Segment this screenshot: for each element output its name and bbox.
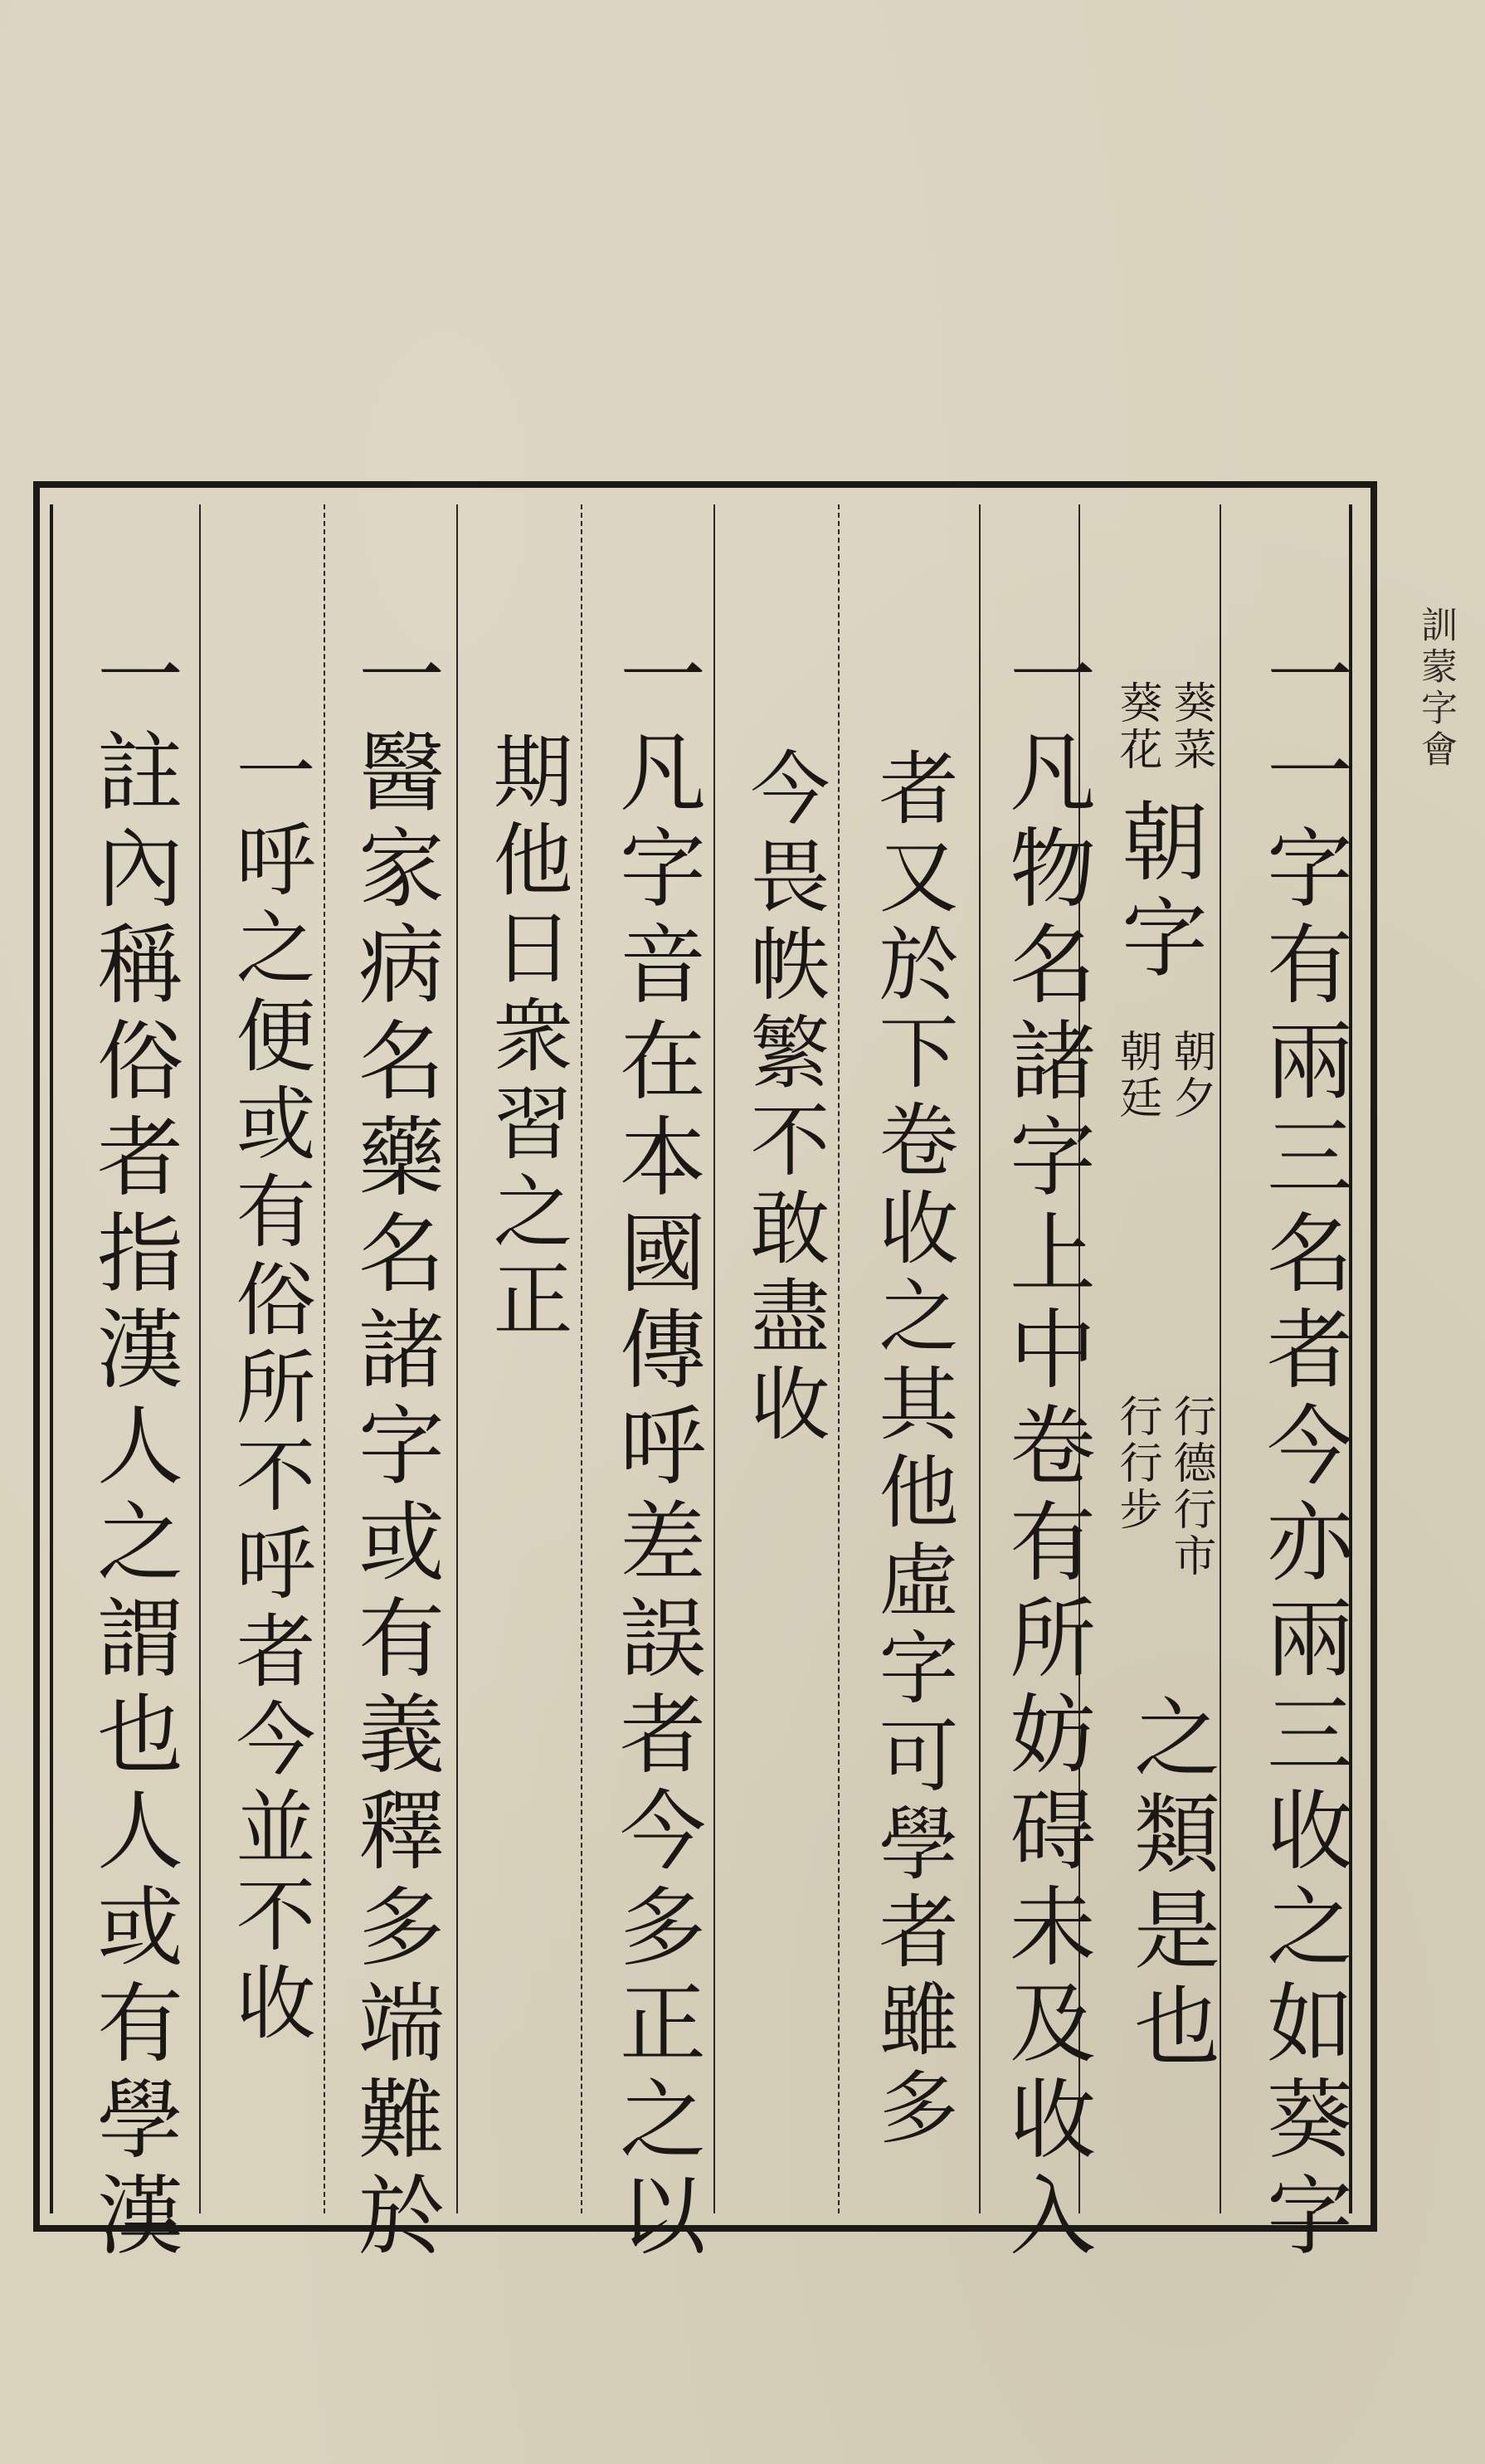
note-kui-b: 葵花 (1112, 680, 1161, 773)
text-column-6: 一凡字音在本國傳呼差誤者今多正之以 (605, 631, 706, 2267)
column-divider (456, 504, 458, 2213)
text-column-10: 一註內稱俗者指漢人之謂也人或有學漢 (82, 631, 183, 2267)
column-divider (979, 504, 981, 2213)
text-column-8: 一醫家病名藥名諸字或有義釋多端難於 (343, 631, 445, 2267)
note-chao-a: 朝夕 (1166, 1029, 1215, 1122)
column-divider (199, 504, 201, 2213)
text-column-7: 期他日衆習之正 (480, 730, 573, 1346)
note-xing-a: 行德行市 (1166, 1394, 1215, 1580)
text-column-9: 一呼之便或有俗所不呼者今並不收 (223, 730, 316, 2049)
margin-title: 訓蒙字會 (1414, 606, 1457, 772)
text-column-1: 一一字有兩三名者今亦兩三收之如葵字 (1252, 631, 1353, 2267)
note-kui-a: 葵菜 (1166, 680, 1215, 773)
text-column-4: 者又於下卷收之其他虛字可學者雖多 (866, 747, 959, 2154)
column-divider (713, 504, 715, 2213)
note-chao-b: 朝廷 (1112, 1029, 1161, 1122)
text-column-2-tail: 之類是也 (1119, 1692, 1220, 2077)
note-xing-b: 行行步 (1112, 1394, 1161, 1533)
text-column-2-main: 朝字 (1107, 796, 1208, 989)
text-column-5: 今畏帙繁不敢盡收 (738, 747, 830, 1450)
text-column-3: 一凡物名諸字上中卷有所妨碍未及收入 (995, 631, 1096, 2267)
